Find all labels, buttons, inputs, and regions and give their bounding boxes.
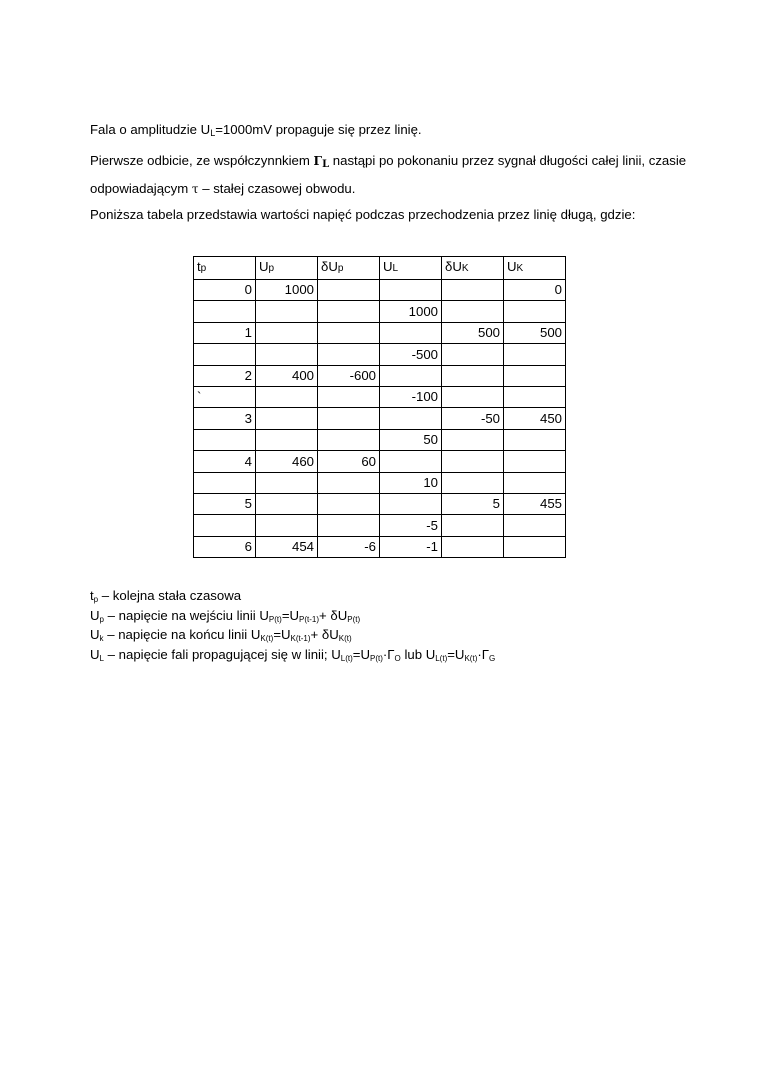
header-subscript: K [516, 263, 524, 274]
table-cell: -600 [318, 365, 380, 386]
table-cell: 6 [194, 536, 256, 557]
header-subscript: K [461, 263, 469, 274]
table-header-row [194, 257, 566, 280]
text: – napięcie fali propagującej się w linii; U [103, 646, 341, 662]
table-cell: -5 [380, 515, 442, 536]
text: U [90, 646, 100, 662]
voltage-table [193, 256, 566, 558]
text: – kolejna stała czasowa [98, 588, 242, 603]
gamma-symbol: Γ [313, 154, 323, 168]
table-row [194, 386, 566, 407]
table-cell [380, 322, 442, 343]
table-cell: 5 [194, 493, 256, 514]
table-cell [442, 280, 504, 301]
table-cell [318, 515, 380, 536]
column-header [318, 257, 380, 280]
table-row [194, 301, 566, 322]
table-cell: 0 [504, 280, 566, 301]
table-row [194, 280, 566, 301]
table-cell [504, 344, 566, 365]
table-cell [318, 408, 380, 429]
subscript: P(t) [268, 614, 282, 624]
table-cell: 1000 [380, 301, 442, 322]
text: ·Γ [382, 646, 395, 662]
text: U [90, 607, 100, 623]
table-cell [194, 344, 256, 365]
table-body [194, 280, 566, 558]
text: =U [447, 646, 465, 662]
table-cell [442, 301, 504, 322]
table-cell: 50 [380, 429, 442, 450]
table-cell: 5 [442, 493, 504, 514]
definitions [90, 588, 495, 666]
text: nastąpi po pokonaniu przez sygnał długości całej linii, czasie odpowiadającym [90, 153, 687, 196]
table-cell [318, 301, 380, 322]
text: =U [352, 646, 370, 662]
table-row [194, 451, 566, 472]
text: =U [273, 627, 291, 642]
subscript: K(t) [260, 634, 274, 643]
column-header [442, 257, 504, 280]
table-cell [318, 344, 380, 365]
table-cell: 1000 [256, 280, 318, 301]
table-cell [504, 451, 566, 472]
table-cell [504, 536, 566, 557]
column-header [194, 257, 256, 280]
table-cell: -50 [442, 408, 504, 429]
table-cell: -500 [380, 344, 442, 365]
subscript: P(t) [347, 614, 361, 624]
table-cell: -100 [380, 386, 442, 407]
table-cell [318, 472, 380, 493]
table-cell: 0 [194, 280, 256, 301]
subscript: P(t) [370, 653, 383, 663]
table-cell [194, 301, 256, 322]
table-cell: 4 [194, 451, 256, 472]
table-cell: 450 [504, 408, 566, 429]
table-cell [256, 408, 318, 429]
table-cell: 2 [194, 365, 256, 386]
subscript: L(t) [340, 653, 353, 663]
table-cell [194, 472, 256, 493]
subscript: K(t-1) [290, 634, 311, 643]
subscript: L [210, 128, 216, 138]
table-cell: 3 [194, 408, 256, 429]
table-cell [442, 451, 504, 472]
text: – napięcie na końcu linii U [103, 627, 261, 642]
table-row [194, 493, 566, 514]
table-cell [318, 493, 380, 514]
subscript: L [99, 653, 104, 663]
table-cell [318, 386, 380, 407]
table-cell: 500 [504, 322, 566, 343]
table-cell: 454 [256, 536, 318, 557]
table-row [194, 322, 566, 343]
table-cell [318, 322, 380, 343]
table-cell [194, 515, 256, 536]
intro-paragraph-1 [90, 118, 690, 145]
subscript: p [99, 614, 104, 624]
header-main: U [383, 259, 393, 274]
text: t [90, 588, 94, 603]
subscript: L(t) [435, 653, 448, 663]
header-main: δU [321, 259, 338, 274]
intro-paragraph-2 [90, 149, 690, 201]
table-row [194, 408, 566, 429]
subscript: P(t-1) [299, 614, 320, 624]
table-cell [504, 515, 566, 536]
table-cell [256, 515, 318, 536]
table-cell [442, 429, 504, 450]
table-cell: 60 [318, 451, 380, 472]
subscript: K(t) [338, 634, 352, 643]
text: ·Γ [477, 646, 490, 662]
header-subscript: p [337, 263, 344, 274]
table-cell [504, 429, 566, 450]
table-cell [504, 472, 566, 493]
table-row [194, 344, 566, 365]
table-cell [380, 408, 442, 429]
table-cell: 10 [380, 472, 442, 493]
table-cell [504, 365, 566, 386]
table-row [194, 365, 566, 386]
table-row [194, 429, 566, 450]
column-header [256, 257, 318, 280]
table-cell [380, 280, 442, 301]
definition-up [90, 608, 495, 628]
table-cell: 455 [504, 493, 566, 514]
table-cell [442, 344, 504, 365]
table-cell [442, 386, 504, 407]
table-cell: ` [194, 386, 256, 407]
table-cell [442, 515, 504, 536]
text: Pierwsze odbicie, ze współczynnkiem [90, 153, 314, 168]
subscript: K(t) [464, 653, 478, 663]
header-main: U [507, 259, 517, 274]
table-cell [380, 365, 442, 386]
table-row [194, 472, 566, 493]
text: + δU [319, 607, 348, 623]
definition-tp [90, 588, 495, 608]
table-cell [442, 365, 504, 386]
text: =U [281, 607, 300, 623]
header-main: t [197, 259, 201, 274]
text: Fala o amplitudzie U [90, 122, 211, 137]
text: lub U [400, 646, 436, 662]
table-cell [504, 386, 566, 407]
table-cell: 460 [256, 451, 318, 472]
table-cell [256, 344, 318, 365]
table-cell [504, 301, 566, 322]
text: – stałej czasowej obwodu. [198, 181, 356, 196]
table-cell: 500 [442, 322, 504, 343]
tau-symbol: τ [191, 182, 199, 196]
table-cell: 1 [194, 322, 256, 343]
text: =1000mV propaguje się przez linię. [215, 122, 422, 137]
table-cell [318, 429, 380, 450]
table-cell [442, 472, 504, 493]
text: – napięcie na wejściu linii U [103, 607, 269, 623]
table-cell [256, 386, 318, 407]
definition-uk [90, 627, 495, 647]
header-subscript: p [268, 263, 275, 274]
subscript: G [489, 653, 496, 663]
table-cell: 400 [256, 365, 318, 386]
table-cell [380, 451, 442, 472]
table-cell: -6 [318, 536, 380, 557]
column-header [504, 257, 566, 280]
subscript: L [322, 159, 330, 170]
table-cell [256, 301, 318, 322]
subscript: k [99, 634, 104, 643]
table-cell [442, 536, 504, 557]
table-cell [380, 493, 442, 514]
text: + δU [310, 627, 339, 642]
table-cell [318, 280, 380, 301]
header-main: U [259, 259, 269, 274]
table-cell: -1 [380, 536, 442, 557]
text: U [90, 627, 100, 642]
table-cell [256, 429, 318, 450]
table-row [194, 536, 566, 557]
header-subscript: p [200, 263, 207, 274]
column-header [380, 257, 442, 280]
table-cell [256, 472, 318, 493]
table-cell [194, 429, 256, 450]
intro-paragraph-3: Poniższa tabela przedstawia wartości napięć podczas przechodzenia przez linię długą, gdzie: [90, 207, 636, 222]
header-subscript: L [392, 263, 399, 274]
definition-ul [90, 647, 495, 667]
table-cell [256, 322, 318, 343]
subscript: O [394, 653, 401, 663]
table-cell [256, 493, 318, 514]
table-row [194, 515, 566, 536]
subscript: p [93, 595, 99, 604]
header-main: δU [445, 259, 462, 274]
